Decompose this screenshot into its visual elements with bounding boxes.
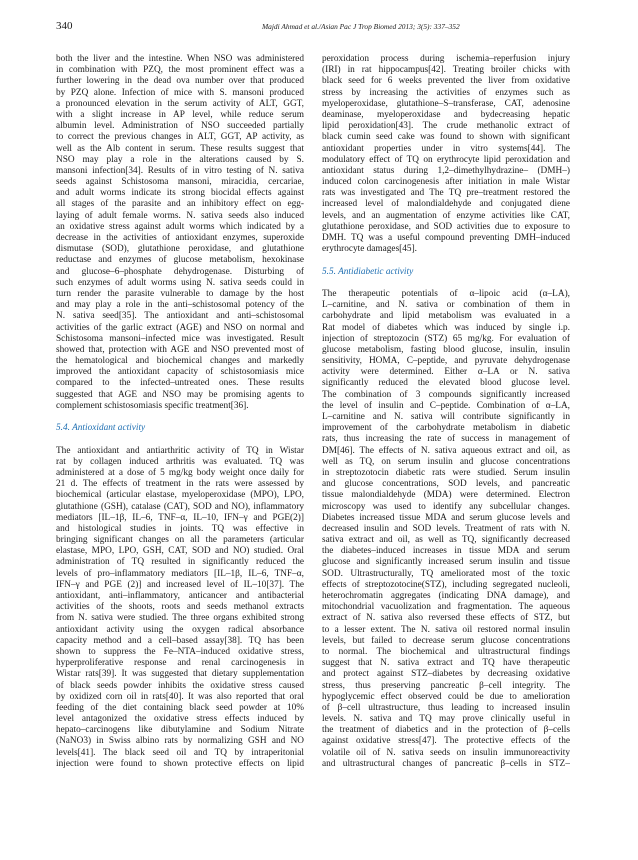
- text-line: mansoni infection[34]. Results of in vitro testing of N. sativa: [56, 165, 304, 176]
- text-line: improved the antioxidant capacity of schistosomiasis mice: [56, 367, 304, 378]
- text-line: administration of TQ resulted in significantly reduced the: [56, 557, 304, 568]
- text-line: mitochondrial vacuolization and fragmentation. The aqueous: [322, 602, 570, 613]
- text-line: the treatment of diabetics and in the protection of β–cells: [322, 725, 570, 736]
- text-line: albumin level. Administration of NSO succeeded partially: [56, 121, 304, 132]
- text-line: increased level of malondialdehyde and conjugated diene: [322, 199, 570, 210]
- text-line: complement schistosomiasis specific treatment[36].: [56, 400, 249, 411]
- text-line: a pronounced elevation in the serum activity of ALT, GGT,: [56, 98, 304, 109]
- text-line: microscopy was used to identify any subcellular changes.: [322, 501, 570, 512]
- text-line: deaminase, myeloperoxidase and bydecreasing hepatic: [322, 109, 570, 120]
- text-line: laying of adult female worms. N. sativa seeds also induced: [56, 210, 304, 221]
- text-line: significantly reduced the elevated blood glucose level.: [322, 378, 570, 389]
- text-line: both the liver and the intestine. When NSO was administered: [56, 54, 304, 64]
- text-line: shown to suppress the Fe–NTA–induced oxidative stress,: [56, 646, 304, 657]
- text-line: glutathione (GSH), catalase (CAT), SOD and NO), inflammatory: [56, 501, 304, 512]
- text-line: black cumin seed cake was found to shown with significant: [322, 132, 570, 143]
- text-line: erythrocyte damages[45].: [322, 244, 417, 255]
- running-head: Majdi Ahmad et al./Asian Pac J Trop Biomed 2013; 3(5): 337–352: [262, 22, 460, 31]
- text-line: levels, but failed to decrease serum glucose concentrations: [322, 635, 570, 646]
- text-line: in streptozotocin diabetic rats were studied. Serum insulin: [322, 467, 570, 478]
- text-line: level antagonized the oxidative stress effects induced by: [56, 714, 304, 725]
- text-line: of black seeds powder inhibits the oxidative stress caused: [56, 680, 304, 691]
- text-line: stress, thus preserving pancreatic β–cell integrity. The: [322, 680, 570, 691]
- text-line: and glucose–6–phosphate dehydrogenase. Disturbing of: [56, 266, 304, 277]
- text-line: by oxidized corn oil in rats[40]. It was also reported that oral: [56, 691, 304, 702]
- text-line: L–carnitine and N. sativa will contribute significantly in: [322, 412, 570, 422]
- text-line: antioxidant activity using the oxygen radical absorbance: [56, 624, 304, 635]
- text-line: the hematological and biochemical changes and markedly: [56, 356, 304, 367]
- text-line: well as the Alb content in serum. These results suggest that: [56, 143, 304, 154]
- text-line: The antioxidant and antiarthritic activity of TQ in Wistar: [56, 445, 304, 456]
- text-line: well as TQ, on serum insulin and glucose concentrations: [322, 456, 570, 467]
- paragraph-gap: [322, 278, 570, 289]
- text-line: improvement of the carbohydrate metabolism in diabetic: [322, 423, 570, 434]
- text-line: antioxidant, anti–inflammatory, anticancer and antibacterial: [56, 591, 304, 601]
- text-line: and protect against STZ–diabetes by decreasing oxidative: [322, 669, 570, 680]
- text-line: L–carnitine, and N. sativa or combination of them in: [322, 300, 570, 311]
- text-line: IFN–γ and PGE (2)] and increased level of IL–10[37]. The: [56, 579, 304, 590]
- text-line: stress by increasing the activities of enzymes such as: [322, 87, 570, 98]
- text-line: and glucose concentrations, SOD levels, and pancreatic: [322, 479, 570, 490]
- text-line: hyperproliferative response and renal carcinogenesis in: [56, 658, 304, 669]
- text-line: to normal. The biochemical and ultrastructural findings: [322, 646, 570, 657]
- text-line: (NaNO3) in Swiss albino rats by normalizing GSH and NO: [56, 736, 304, 747]
- text-line: capacity method and a cell–based assay[38]. TQ has been: [56, 635, 304, 646]
- text-line: tissue malondialdehyde (MDA) were determined. Electron: [322, 490, 570, 501]
- text-line: seeds against Schistosoma mansoni, miracidia, cercariae,: [56, 177, 304, 188]
- text-line: injection of streptozocin (STZ) 65 mg/kg. For evaluation of: [322, 333, 570, 344]
- text-line: induced colon carcinogenesis after initiation in male Wistar: [322, 177, 570, 188]
- text-line: The therapeutic potentials of α–lipoic acid (α–LA),: [322, 288, 570, 299]
- section-heading: 5.5. Antidiabetic activity: [322, 266, 414, 277]
- text-line: activities of the shoots, roots and seeds methanol extracts: [56, 602, 304, 613]
- text-line: lipid peroxidation[43]. The crude methanolic extract of: [322, 121, 570, 132]
- text-line: Schistosoma mansoni–infected mice was investigated. Result: [56, 333, 304, 344]
- text-line: compared to the infected–untreated ones. These results: [56, 378, 304, 389]
- text-line: and ultrastructural changes of pancreatic β–cells in STZ–: [322, 758, 570, 769]
- text-line: antioxidant status during 1,2–dimethylhydrazine– (DMH–): [322, 165, 570, 176]
- text-line: mediators [IL–1β, IL–6, TNF–α, IL–10, IFN–γ and PGE(2)]: [56, 512, 304, 523]
- text-line: further lowering in the dead ova number over that produced: [56, 76, 304, 87]
- text-line: Wistar rats[39]. It was suggested that dietary supplementation: [56, 669, 304, 680]
- text-line: suggested that AGE and NSO may be promising agents to: [56, 389, 304, 400]
- text-line: heterochromatin aggregates (indicating DNA damage), and: [322, 591, 570, 601]
- text-line: with a slight increase in AP level, while reduce serum: [56, 109, 304, 120]
- text-line: glucose metabolism, fasting blood glucose, insulin, insulin: [322, 344, 570, 355]
- text-line: N. sativa seed[35]. The antioxidant and anti–schistosomal: [56, 311, 304, 322]
- paragraph-gap: [56, 412, 304, 423]
- text-line: myeloperoxidase, glutathione–S–transferase, CAT, adenosine: [322, 98, 570, 109]
- paragraph-gap: [56, 434, 304, 445]
- text-line: against oxidative stress[47]. The protective effects of the: [322, 736, 570, 747]
- text-line: bringing significant changes on all the parameters (articular: [56, 535, 304, 546]
- left-column: [56, 54, 304, 770]
- text-line: modulatory effect of TQ on erythrocyte lipid peroxidation and: [322, 154, 570, 165]
- text-line: decrease in the activities of antioxidant enzymes, superoxide: [56, 233, 304, 243]
- text-line: and may play a role in the anti–schistosomal potency of the: [56, 300, 304, 311]
- text-line: hypoglycemic effect observed could be due to amelioration: [322, 691, 570, 702]
- text-line: 21 d. The effects of treatment in the rats were assessed by: [56, 479, 304, 490]
- text-line: dismutase (SOD), glutathione peroxidase, and glutathione: [56, 244, 304, 255]
- text-line: glucose and significantly increased serum insulin and tissue: [322, 557, 570, 568]
- text-line: in combination with PZQ, the most prominent effect was a: [56, 65, 304, 76]
- text-line: reductase and enzymes of glucose metabolism, hexokinase: [56, 255, 304, 266]
- text-line: from N. sativa were studied. The three organs exhibited strong: [56, 613, 304, 624]
- page-header: [56, 14, 582, 32]
- text-line: to a lesser extent. The N. sativa oil restored normal insulin: [322, 624, 570, 635]
- text-line: NSO may play a role in the alterations caused by S.: [56, 154, 304, 165]
- page-number: 340: [56, 20, 73, 32]
- text-line: DMH. TQ was a useful compound preventing DMH–induced: [322, 233, 570, 243]
- text-line: by PZQ alone. Infection of mice with S. mansoni produced: [56, 87, 304, 98]
- text-line: (IRI) in rat hippocampus[42]. Treating broiler chicks with: [322, 65, 570, 76]
- text-line: the level of insulin and C–peptide. Combination of α–LA,: [322, 400, 570, 411]
- text-line: and adult worms indicate its strong biocidal effects against: [56, 188, 304, 199]
- text-line: volatile oil of N. sativa seeds on insulin immunoreactivity: [322, 747, 570, 758]
- text-line: to correct the previous changes in ALT, GGT, AP activity, as: [56, 132, 304, 143]
- paragraph-gap: [322, 255, 570, 266]
- text-line: rats, thus increasing the rate of success in management of: [322, 434, 570, 445]
- text-line: extract of N. sativa also reversed these effects of STZ, but: [322, 613, 570, 624]
- text-line: levels, and an augmentation of enzyme activities like CAT,: [322, 210, 570, 221]
- text-line: rats was investigated and The TQ pre–treatment restored the: [322, 188, 570, 199]
- text-line: the diabetes–induced increases in tissue MDA and serum: [322, 546, 570, 557]
- right-column: [322, 54, 570, 770]
- text-line: sensitivity, HOMA, C–peptide, and pyruvate dehydrogenase: [322, 356, 570, 367]
- text-line: glutathione peroxidase, and SOD activities due to exposure to: [322, 221, 570, 232]
- text-line: DM[46]. The effects of N. sativa aqueous extract and oil, as: [322, 445, 570, 456]
- section-heading: 5.4. Antioxidant activity: [56, 423, 146, 434]
- text-line: showed that, protection with AGE and NSO prevented most of: [56, 344, 304, 355]
- text-line: SOD. Ultrastructurally, TQ ameliorated most of the toxic: [322, 568, 570, 579]
- text-line: biochemical (articular elastase, myeloperoxidase (MPO), LPO,: [56, 490, 304, 501]
- text-line: feeding of the diet containing black seed powder at 10%: [56, 702, 304, 713]
- text-line: The combination of 3 compounds significantly increased: [322, 389, 570, 400]
- text-line: injection were found to shown protective effects on lipid: [56, 758, 304, 769]
- text-line: all stages of the parasite and an inhibitory effect on egg-: [56, 199, 304, 210]
- text-line: Diabetes increased tissue MDA and serum glucose levels and: [322, 512, 570, 523]
- text-line: sativa extract and oil, as well as TQ, significantly decreased: [322, 535, 570, 546]
- text-line: turn render the parasite vulnerable to damage by the host: [56, 288, 304, 299]
- text-line: an oxidative stress against adult worms which indicated by a: [56, 221, 304, 232]
- text-line: activities of the garlic extract (AGE) and NSO on normal and: [56, 322, 304, 333]
- text-line: elastase, MPO, LPO, GSH, CAT, SOD and NO) studied. Oral: [56, 546, 304, 557]
- text-line: hepato–carcinogens like dibutylamine and Sodium Nitrate: [56, 725, 304, 736]
- text-line: suggest that N. sativa extract and TQ have therapeutic: [322, 658, 570, 669]
- text-line: of β–cell ultrastructure, thus leading to increased insulin: [322, 702, 570, 713]
- text-line: levels of pro–inflammatory mediators [IL–1β, IL–6, TNF–α,: [56, 568, 304, 579]
- text-line: such enzymes of adult worms using N. sativa seeds could in: [56, 277, 304, 288]
- text-line: effects of streptozotocine(STZ), including segregated nucleoli,: [322, 579, 570, 590]
- text-line: Rat model of diabetes which was induced by single i.p.: [322, 322, 570, 333]
- text-line: levels. N. sativa and TQ may prove clinically useful in: [322, 714, 570, 725]
- text-line: peroxidation process during ischemia–reperfusion injury: [322, 54, 570, 64]
- text-line: administered at a dose of 5 mg/kg body weight once daily for: [56, 467, 304, 478]
- text-line: decreased insulin and SOD levels. Treatment of rats with N.: [322, 523, 570, 534]
- text-line: carbohydrate and lipid metabolism was evaluated in a: [322, 311, 570, 322]
- text-line: activity were determined. Either α–LA or N. sativa: [322, 367, 570, 378]
- text-line: levels[41]. The black seed oil and TQ by intraperitonial: [56, 747, 304, 758]
- text-line: antioxidant properties under in vitro systems[44]. The: [322, 143, 570, 154]
- text-line: and histological studies in joints. TQ was effective in: [56, 523, 304, 534]
- text-line: rat by collagen induced arthritis was evaluated. TQ was: [56, 456, 304, 467]
- text-line: black seed for 6 weeks prevented the liver from oxidative: [322, 76, 570, 87]
